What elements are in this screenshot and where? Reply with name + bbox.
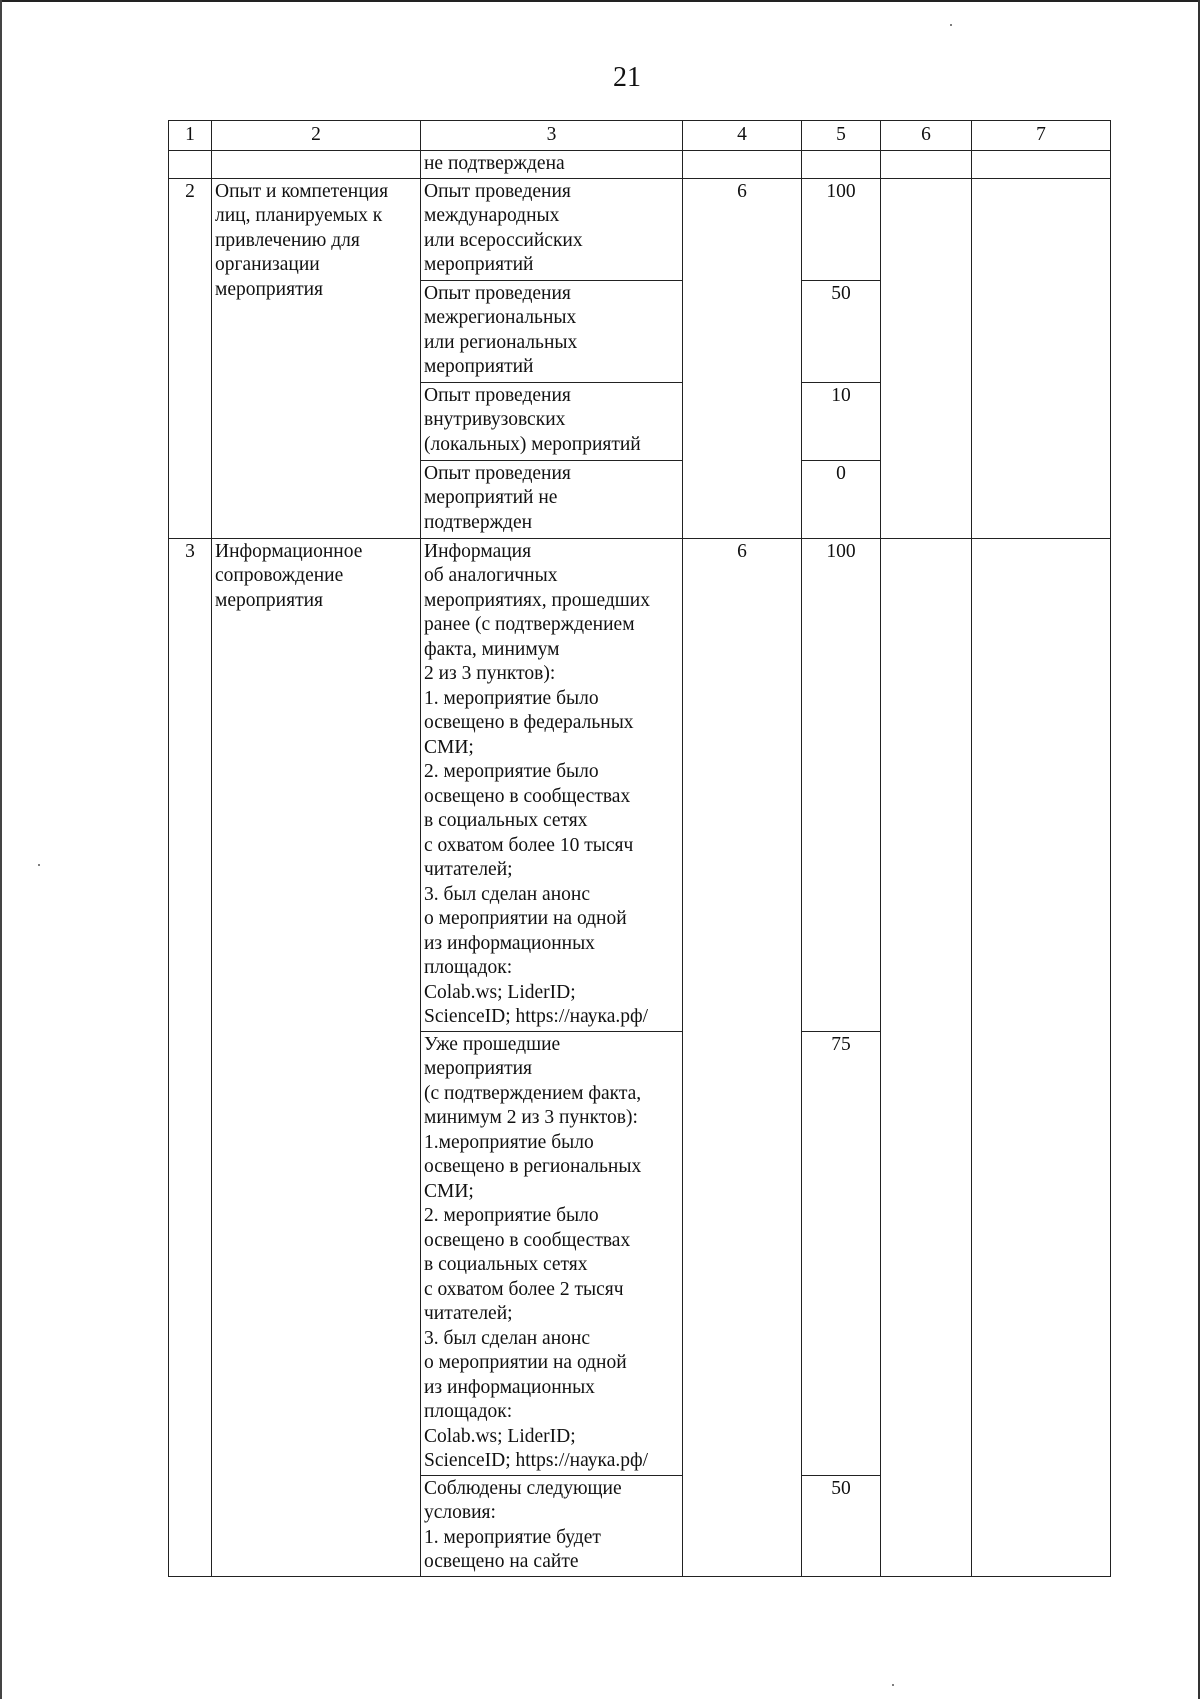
- option-text: Уже прошедшие мероприятия (с подтверждением факта, минимум 2 из 3 пунктов): 1.мероприятие было освещено в региональных СМИ; 2. мероприятие было освещено в сообществах в социальных сетях с охватом более 2 тысяч читателей; 3. был сделан анонс о мероприятии на одной из информационных площадок: Colab.ws; LiderID; ScienceID; https://наука.рф/: [421, 1031, 683, 1475]
- score-value: 10: [802, 382, 881, 460]
- criterion-name: Опыт и компетенция лиц, планируемых к привлечению для организации мероприятия: [212, 178, 421, 538]
- scan-edge-top: [0, 0, 1200, 2]
- row-number: 2: [169, 178, 212, 538]
- cell-empty: [972, 151, 1111, 179]
- score-value: 0: [802, 460, 881, 538]
- criteria-table: [168, 120, 1111, 1577]
- cell-empty: [802, 151, 881, 179]
- table-row: [169, 538, 1111, 1031]
- column-header-1: 1: [169, 121, 212, 151]
- cell-empty: [972, 178, 1111, 538]
- header-row: [169, 121, 1111, 151]
- cell-empty: [212, 151, 421, 179]
- option-text: Опыт проведения международных или всероссийских мероприятий: [421, 178, 683, 280]
- cell-empty: [881, 538, 972, 1576]
- criterion-name: Информационное сопровождение мероприятия: [212, 538, 421, 1576]
- column-header-7: 7: [972, 121, 1111, 151]
- cell-empty: [683, 151, 802, 179]
- weight-value: 6: [683, 178, 802, 538]
- cell-empty: [169, 151, 212, 179]
- scan-speck: [950, 24, 952, 26]
- score-value: 50: [802, 1475, 881, 1576]
- table-row: [169, 178, 1111, 280]
- option-text: Опыт проведения внутривузовских (локальных) мероприятий: [421, 382, 683, 460]
- cell-empty: [881, 178, 972, 538]
- page-number: 21: [613, 62, 641, 93]
- option-text: Информация об аналогичных мероприятиях, прошедших ранее (с подтверждением факта, минимум 2 из 3 пунктов): 1. мероприятие было освещено в федеральных СМИ; 2. мероприятие было освещено в сообществах в социальных сетях с охватом более 10 тысяч читателей; 3. был сделан анонс о мероприятии на одной из информационных площадок: Colab.ws; LiderID; ScienceID; https://наука.рф/: [421, 538, 683, 1031]
- score-value: 100: [802, 178, 881, 280]
- row-number: 3: [169, 538, 212, 1576]
- scan-speck: [38, 864, 40, 866]
- column-header-3: 3: [421, 121, 683, 151]
- scan-edge-left: [0, 0, 2, 1699]
- cell-empty: [881, 151, 972, 179]
- option-text: Опыт проведения межрегиональных или региональных мероприятий: [421, 280, 683, 382]
- option-text: Опыт проведения мероприятий не подтвержден: [421, 460, 683, 538]
- weight-value: 6: [683, 538, 802, 1576]
- score-value: 100: [802, 538, 881, 1031]
- score-value: 50: [802, 280, 881, 382]
- option-text: Соблюдены следующие условия: 1. мероприятие будет освещено на сайте: [421, 1475, 683, 1576]
- column-header-5: 5: [802, 121, 881, 151]
- column-header-2: 2: [212, 121, 421, 151]
- scan-speck: [892, 1684, 894, 1686]
- column-header-4: 4: [683, 121, 802, 151]
- cell-empty: [972, 538, 1111, 1576]
- criterion-text: не подтверждена: [421, 151, 683, 179]
- table-row-continuation: [169, 151, 1111, 179]
- column-header-6: 6: [881, 121, 972, 151]
- score-value: 75: [802, 1031, 881, 1475]
